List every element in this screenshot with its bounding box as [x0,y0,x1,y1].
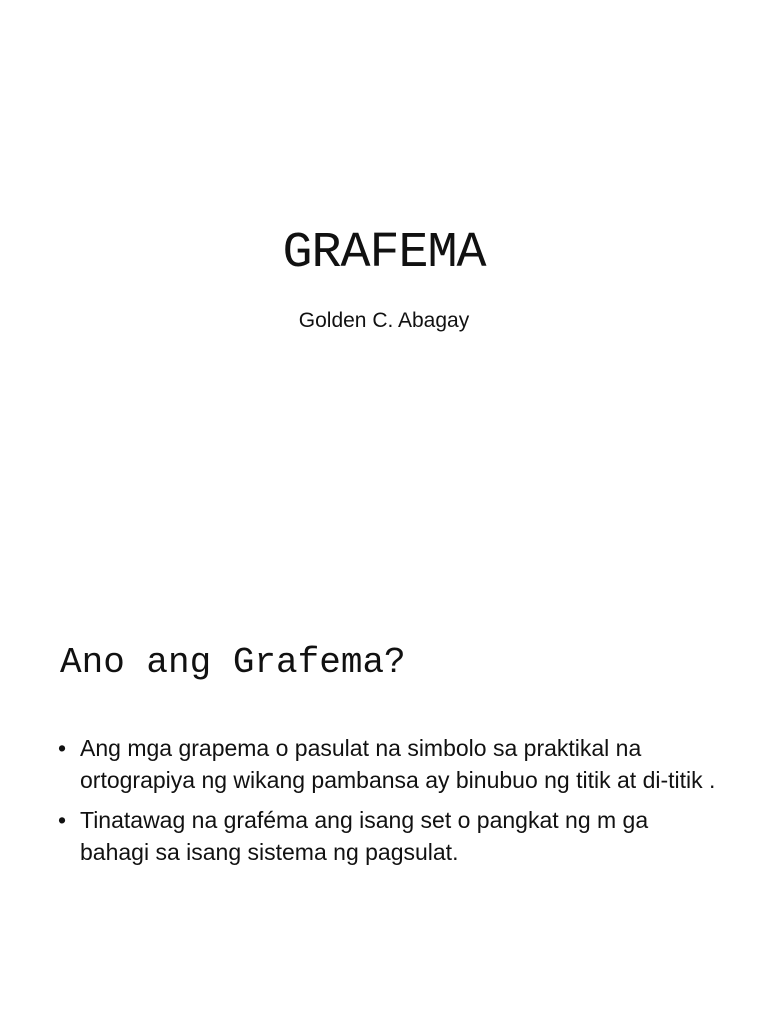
content-slide [0,580,768,1024]
slide-subtitle: Golden C. Abagay [298,309,470,332]
bullet-list [56,732,716,876]
slide-heading: Ano ang Grafema? [60,642,406,683]
bullet-text: Tinatawag na graféma ang isang set o pangkat ng m ga bahagi sa isang sistema ng pagsulat. [80,807,649,865]
bullet-icon: • [58,735,67,761]
bullet-text: Ang mga grapema o pasulat na simbolo sa praktikal na ortograpiya ng wikang pambansa ay binubuo ng titik at di-titik . [80,735,716,793]
bullet-icon: • [58,807,67,833]
slide-title: GRAFEMA [282,225,486,282]
bullet-item [56,804,716,868]
bullet-item [56,732,716,796]
